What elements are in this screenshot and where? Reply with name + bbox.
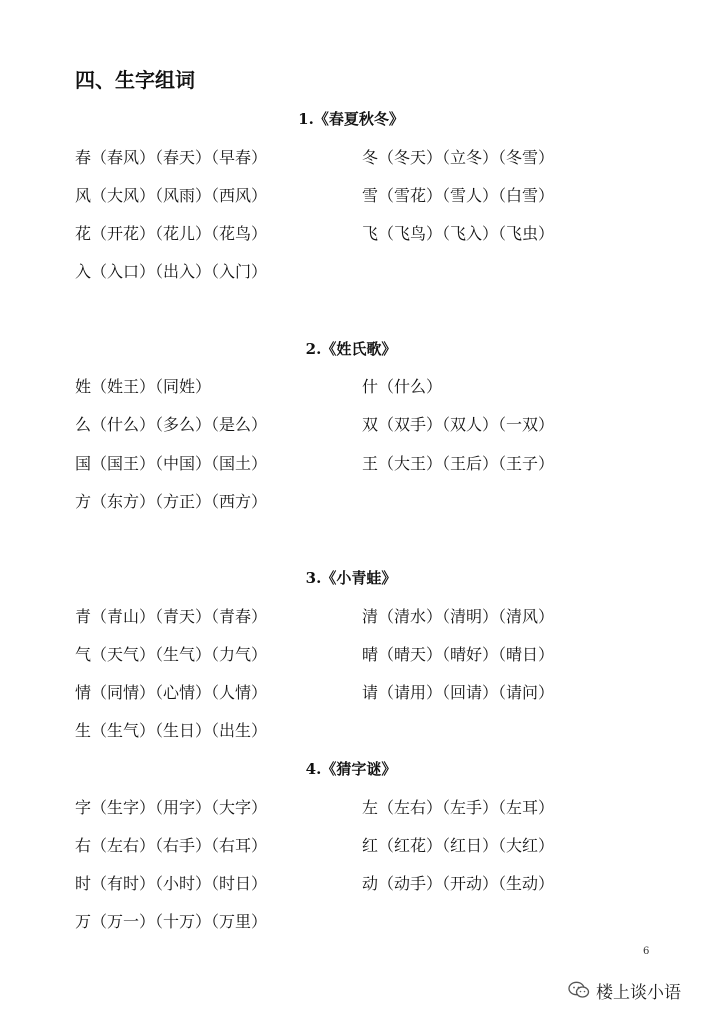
word-row: 国（国王）（中国）（国土） <box>75 454 268 473</box>
word-row: 雪（雪花）（雪人）（白雪） <box>362 186 555 205</box>
word-row: 冬（冬天）（立冬）（冬雪） <box>362 148 555 167</box>
word-row: 风（大风）（风雨）（西风） <box>75 186 268 205</box>
watermark-text: 楼上谈小语 <box>596 982 681 1003</box>
word-row: 时（有时）（小时）（时日） <box>75 874 268 893</box>
section-title-3: 3.《小青蛙》 <box>305 569 397 587</box>
word-row: 姓（姓王）（同姓） <box>75 377 212 396</box>
page-number: 6 <box>643 946 650 957</box>
word-row: 么（什么）（多么）（是么） <box>75 415 268 434</box>
section-title-4: 4.《猜字谜》 <box>305 760 397 778</box>
word-row: 气（天气）（生气）（力气） <box>75 645 268 664</box>
watermark <box>568 978 681 1002</box>
word-row: 请（请用）（回请）（请问） <box>362 683 555 702</box>
word-row: 方（东方）（方正）（西方） <box>75 492 268 511</box>
page-heading: 四、生字组词 <box>75 68 195 92</box>
word-row: 入（入口）（出入）（入门） <box>75 262 268 281</box>
word-row: 什（什么） <box>362 377 443 396</box>
word-row: 飞（飞鸟）（飞入）（飞虫） <box>362 224 555 243</box>
section-title-1: 1.《春夏秋冬》 <box>298 110 404 128</box>
word-row: 春（春风）（春天）（早春） <box>75 148 268 167</box>
wechat-icon <box>568 981 590 999</box>
word-row: 左（左右）（左手）（左耳） <box>362 798 555 817</box>
word-row: 晴（晴天）（晴好）（晴日） <box>362 645 555 664</box>
word-row: 清（清水）（清明）（清风） <box>362 607 555 626</box>
word-row: 红（红花）（红日）（大红） <box>362 836 555 855</box>
word-row: 青（青山）（青天）（青春） <box>75 607 268 626</box>
word-row: 情（同情）（心情）（人情） <box>75 683 268 702</box>
word-row: 动（动手）（开动）（生动） <box>362 874 555 893</box>
word-row: 字（生字）（用字）（大字） <box>75 798 268 817</box>
word-row: 生（生气）（生日）（出生） <box>75 721 268 740</box>
word-row: 双（双手）（双人）（一双） <box>362 415 555 434</box>
word-row: 右（左右）（右手）（右耳） <box>75 836 268 855</box>
word-row: 万（万一）（十万）（万里） <box>75 912 268 931</box>
word-row: 王（大王）（王后）（王子） <box>362 454 555 473</box>
section-title-2: 2.《姓氏歌》 <box>305 340 397 358</box>
word-row: 花（开花）（花儿）（花鸟） <box>75 224 268 243</box>
